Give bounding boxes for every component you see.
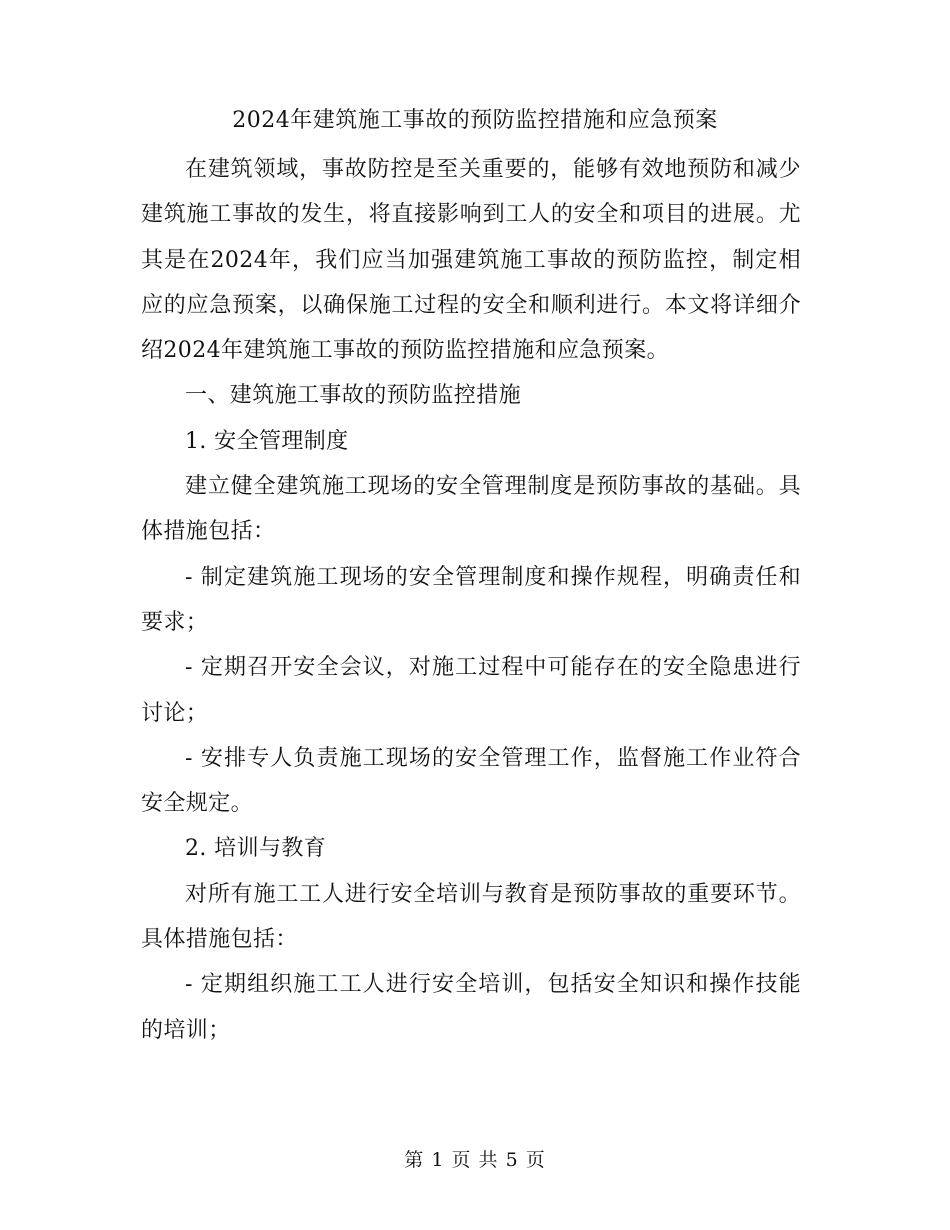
footer-middle: 页 共 bbox=[451, 1149, 499, 1171]
paragraph-safety-management: 建立健全建筑施工现场的安全管理制度是预防事故的基础。具体措施包括： bbox=[141, 474, 801, 545]
section-heading-1: 一、建筑施工事故的预防监控措施 bbox=[185, 383, 522, 409]
footer-prefix: 第 bbox=[404, 1149, 425, 1171]
footer-page-number: 1 bbox=[431, 1149, 445, 1171]
document-title: 2024年建筑施工事故的预防监控措施和应急预案 bbox=[232, 108, 718, 133]
list-item: - 定期组织施工工人进行安全培训，包括安全知识和操作技能的培训； bbox=[141, 972, 801, 1043]
document-body bbox=[141, 147, 801, 1053]
page-footer bbox=[0, 1147, 950, 1173]
list-item: - 定期召开安全会议，对施工过程中可能存在的安全隐患进行讨论； bbox=[141, 655, 801, 726]
subsection-heading-2: 2. 培训与教育 bbox=[185, 836, 327, 862]
list-item: - 制定建筑施工现场的安全管理制度和操作规程，明确责任和要求； bbox=[141, 564, 801, 635]
list-item: - 安排专人负责施工现场的安全管理工作，监督施工作业符合安全规定。 bbox=[141, 745, 801, 817]
paragraph-intro: 在建筑领域，事故防控是至关重要的，能够有效地预防和减少建筑施工事故的发生，将直接影响到工人的安全和项目的进展。尤其是在2024年，我们应当加强建筑施工事故的预防监控，制定相应的应急预案，以确保施工过程的安全和顺利进行。本文将详细介绍2024年建筑施工事故的预防监控措施和应急预案。 bbox=[141, 157, 801, 364]
footer-suffix: 页 bbox=[525, 1149, 546, 1171]
paragraph-training: 对所有施工工人进行安全培训与教育是预防事故的重要环节。具体措施包括： bbox=[141, 881, 801, 953]
footer-total-pages: 5 bbox=[505, 1149, 519, 1171]
subsection-heading-1: 1. 安全管理制度 bbox=[185, 428, 349, 454]
